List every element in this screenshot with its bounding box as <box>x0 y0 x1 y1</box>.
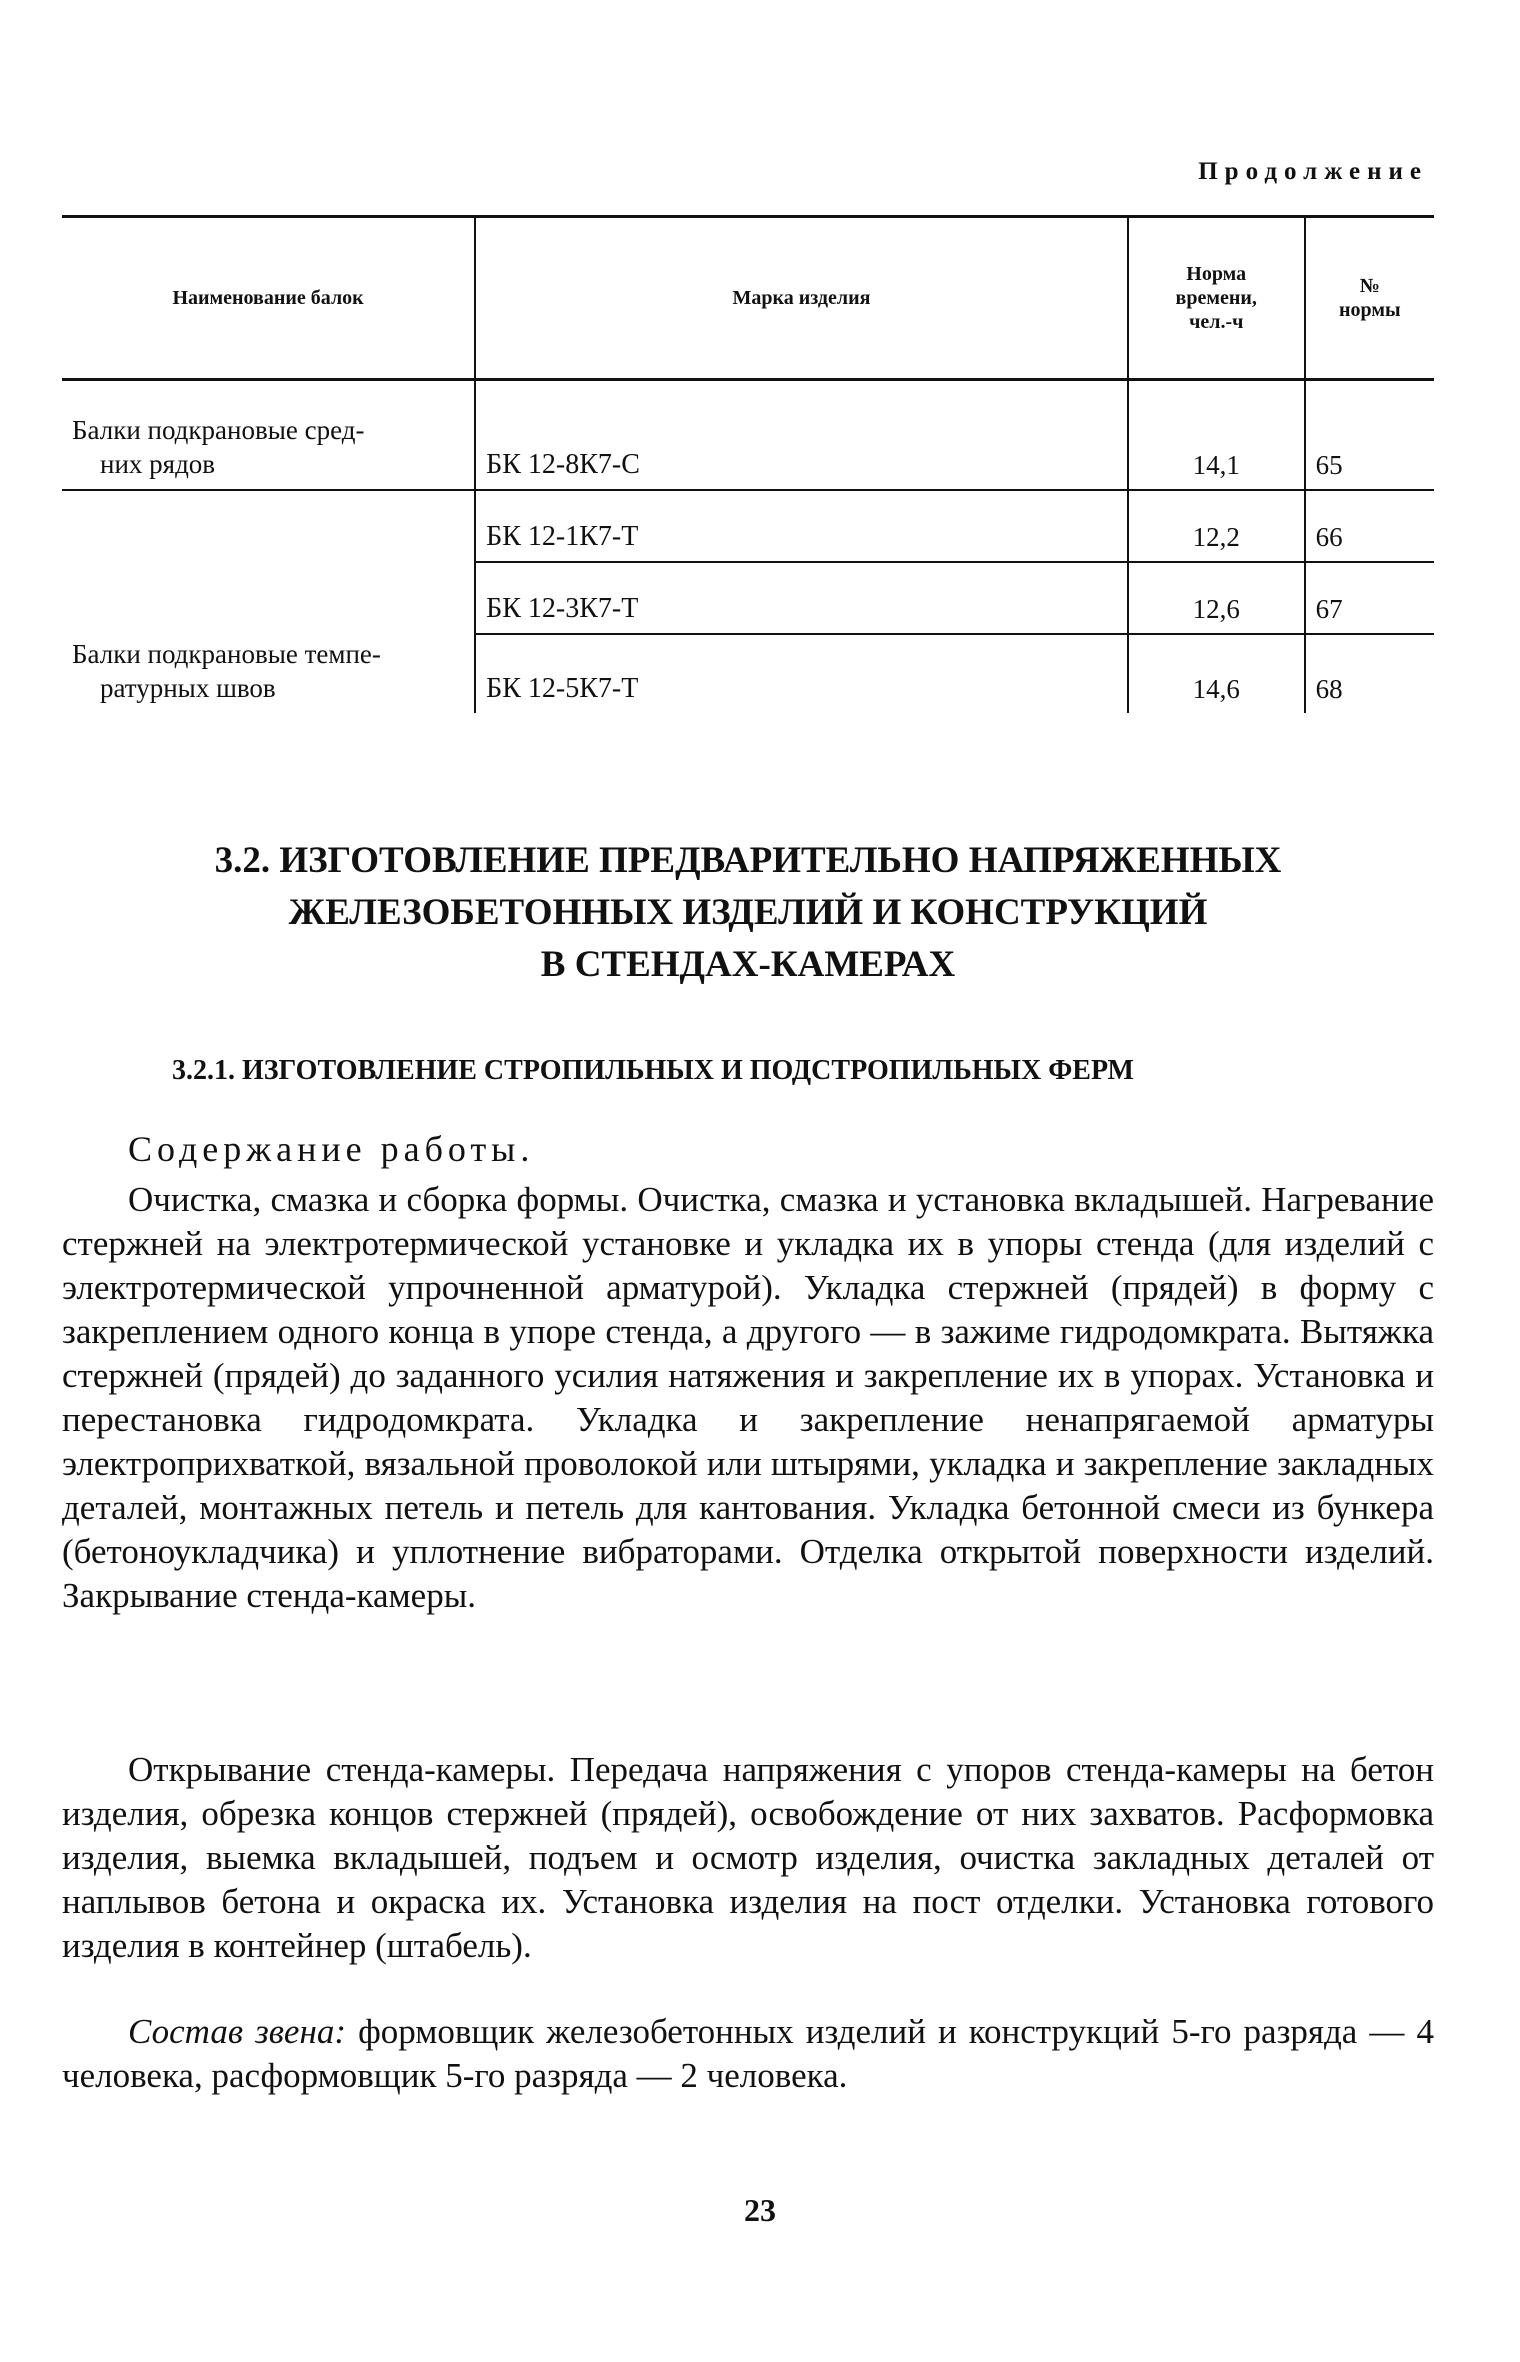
row-time: 12,2 <box>1128 490 1305 562</box>
paragraph-crew <box>62 2010 1434 2098</box>
row-num: 65 <box>1305 380 1434 491</box>
section-title-line: 3.2. ИЗГОТОВЛЕНИЕ ПРЕДВАРИТЕЛЬНО НАПРЯЖЕННЫХ <box>214 840 1282 881</box>
table-row <box>62 490 1434 562</box>
row-mark: БК 12-3К7-Т <box>475 562 1128 634</box>
row-mark: БК 12-1К7-Т <box>475 490 1128 562</box>
content-heading: Содержание работы. <box>128 1129 535 1169</box>
paragraph-demolding: Открывание стенда-камеры. Передача напряжения с упоров стенда-камеры на бетон изделия, обрезка концов стержней (прядей), освобождение от них захватов. Расформовка изделия, выемка вкладышей, подъем и осмотр изделия, очистка закладных деталей от наплывов бетона и окраска их. Установка изделия на пост отделки. Установка готового изделия в контейнер (штабель). <box>62 1750 1434 1965</box>
row-name <box>62 380 475 491</box>
crew-text: формовщик железобетонных изделий и конструкций 5-го разряда — 4 человека, расформовщик 5-го разряда — 2 человека. <box>62 2012 1434 2095</box>
row-name-line: Балки подкрановые сред- <box>72 415 365 445</box>
row-name-line: них рядов <box>100 449 216 479</box>
norms-table <box>62 215 1434 713</box>
row-mark: БК 12-8К7-С <box>475 380 1128 491</box>
row-name-line: ратурных швов <box>100 673 276 703</box>
table-row <box>62 380 1434 491</box>
header-num <box>1305 217 1434 380</box>
row-num: 66 <box>1305 490 1434 562</box>
header-time-line-1: Норма <box>1186 263 1247 285</box>
section-title <box>62 835 1434 991</box>
header-num-line-2: нормы <box>1338 299 1401 321</box>
row-name <box>62 490 475 713</box>
paragraph-work-content: Очистка, смазка и сборка формы. Очистка, смазка и установка вкладышей. Нагревание стержней на электротермической установке и укладка их в упоры стенда (для изделий с электротермической упрочненной арматурой). Укладка стержней (прядей) в форму с закреплением одного конца в упоре стенда, а другого — в зажиме гидродомкрата. Вытяжка стержней (прядей) до заданного усилия натяжения и закрепление их в упорах. Установка и перестановка гидродомкрата. Укладка и закрепление ненапрягаемой арматуры электроприхваткой, вязальной проволокой или штырями, укладка и закрепление закладных деталей, монтажных петель и петель для кантования. Укладка бетонной смеси из бункера (бетоноукладчика) и уплотнение вибраторами. Отделка открытой поверхности изделий. Закрывание стенда-камеры. <box>62 1180 1434 1615</box>
header-time-line-3: чел.-ч <box>1189 311 1244 333</box>
row-time: 14,1 <box>1128 380 1305 491</box>
header-time <box>1128 217 1305 380</box>
continuation-label: Продолжение <box>1198 158 1428 185</box>
row-num: 68 <box>1305 634 1434 713</box>
row-num: 67 <box>1305 562 1434 634</box>
header-name: Наименование балок <box>62 217 475 380</box>
header-time-line-2: времени, <box>1175 287 1257 309</box>
subsection-title: 3.2.1. ИЗГОТОВЛЕНИЕ СТРОПИЛЬНЫХ И ПОДСТРОПИЛЬНЫХ ФЕРМ <box>172 1055 1134 1086</box>
header-mark: Марка изделия <box>475 217 1128 380</box>
page-number: 23 <box>744 2192 776 2228</box>
table-header-row <box>62 217 1434 380</box>
header-num-line-1: № <box>1359 275 1380 297</box>
row-name-line: Балки подкрановые темпе- <box>72 639 381 669</box>
crew-label: Состав звена: <box>128 2012 346 2051</box>
row-time: 14,6 <box>1128 634 1305 713</box>
row-time: 12,6 <box>1128 562 1305 634</box>
section-title-line: ЖЕЛЕЗОБЕТОННЫХ ИЗДЕЛИЙ И КОНСТРУКЦИЙ <box>288 892 1208 933</box>
section-title-line: В СТЕНДАХ-КАМЕРАХ <box>540 944 956 985</box>
row-mark: БК 12-5К7-Т <box>475 634 1128 713</box>
